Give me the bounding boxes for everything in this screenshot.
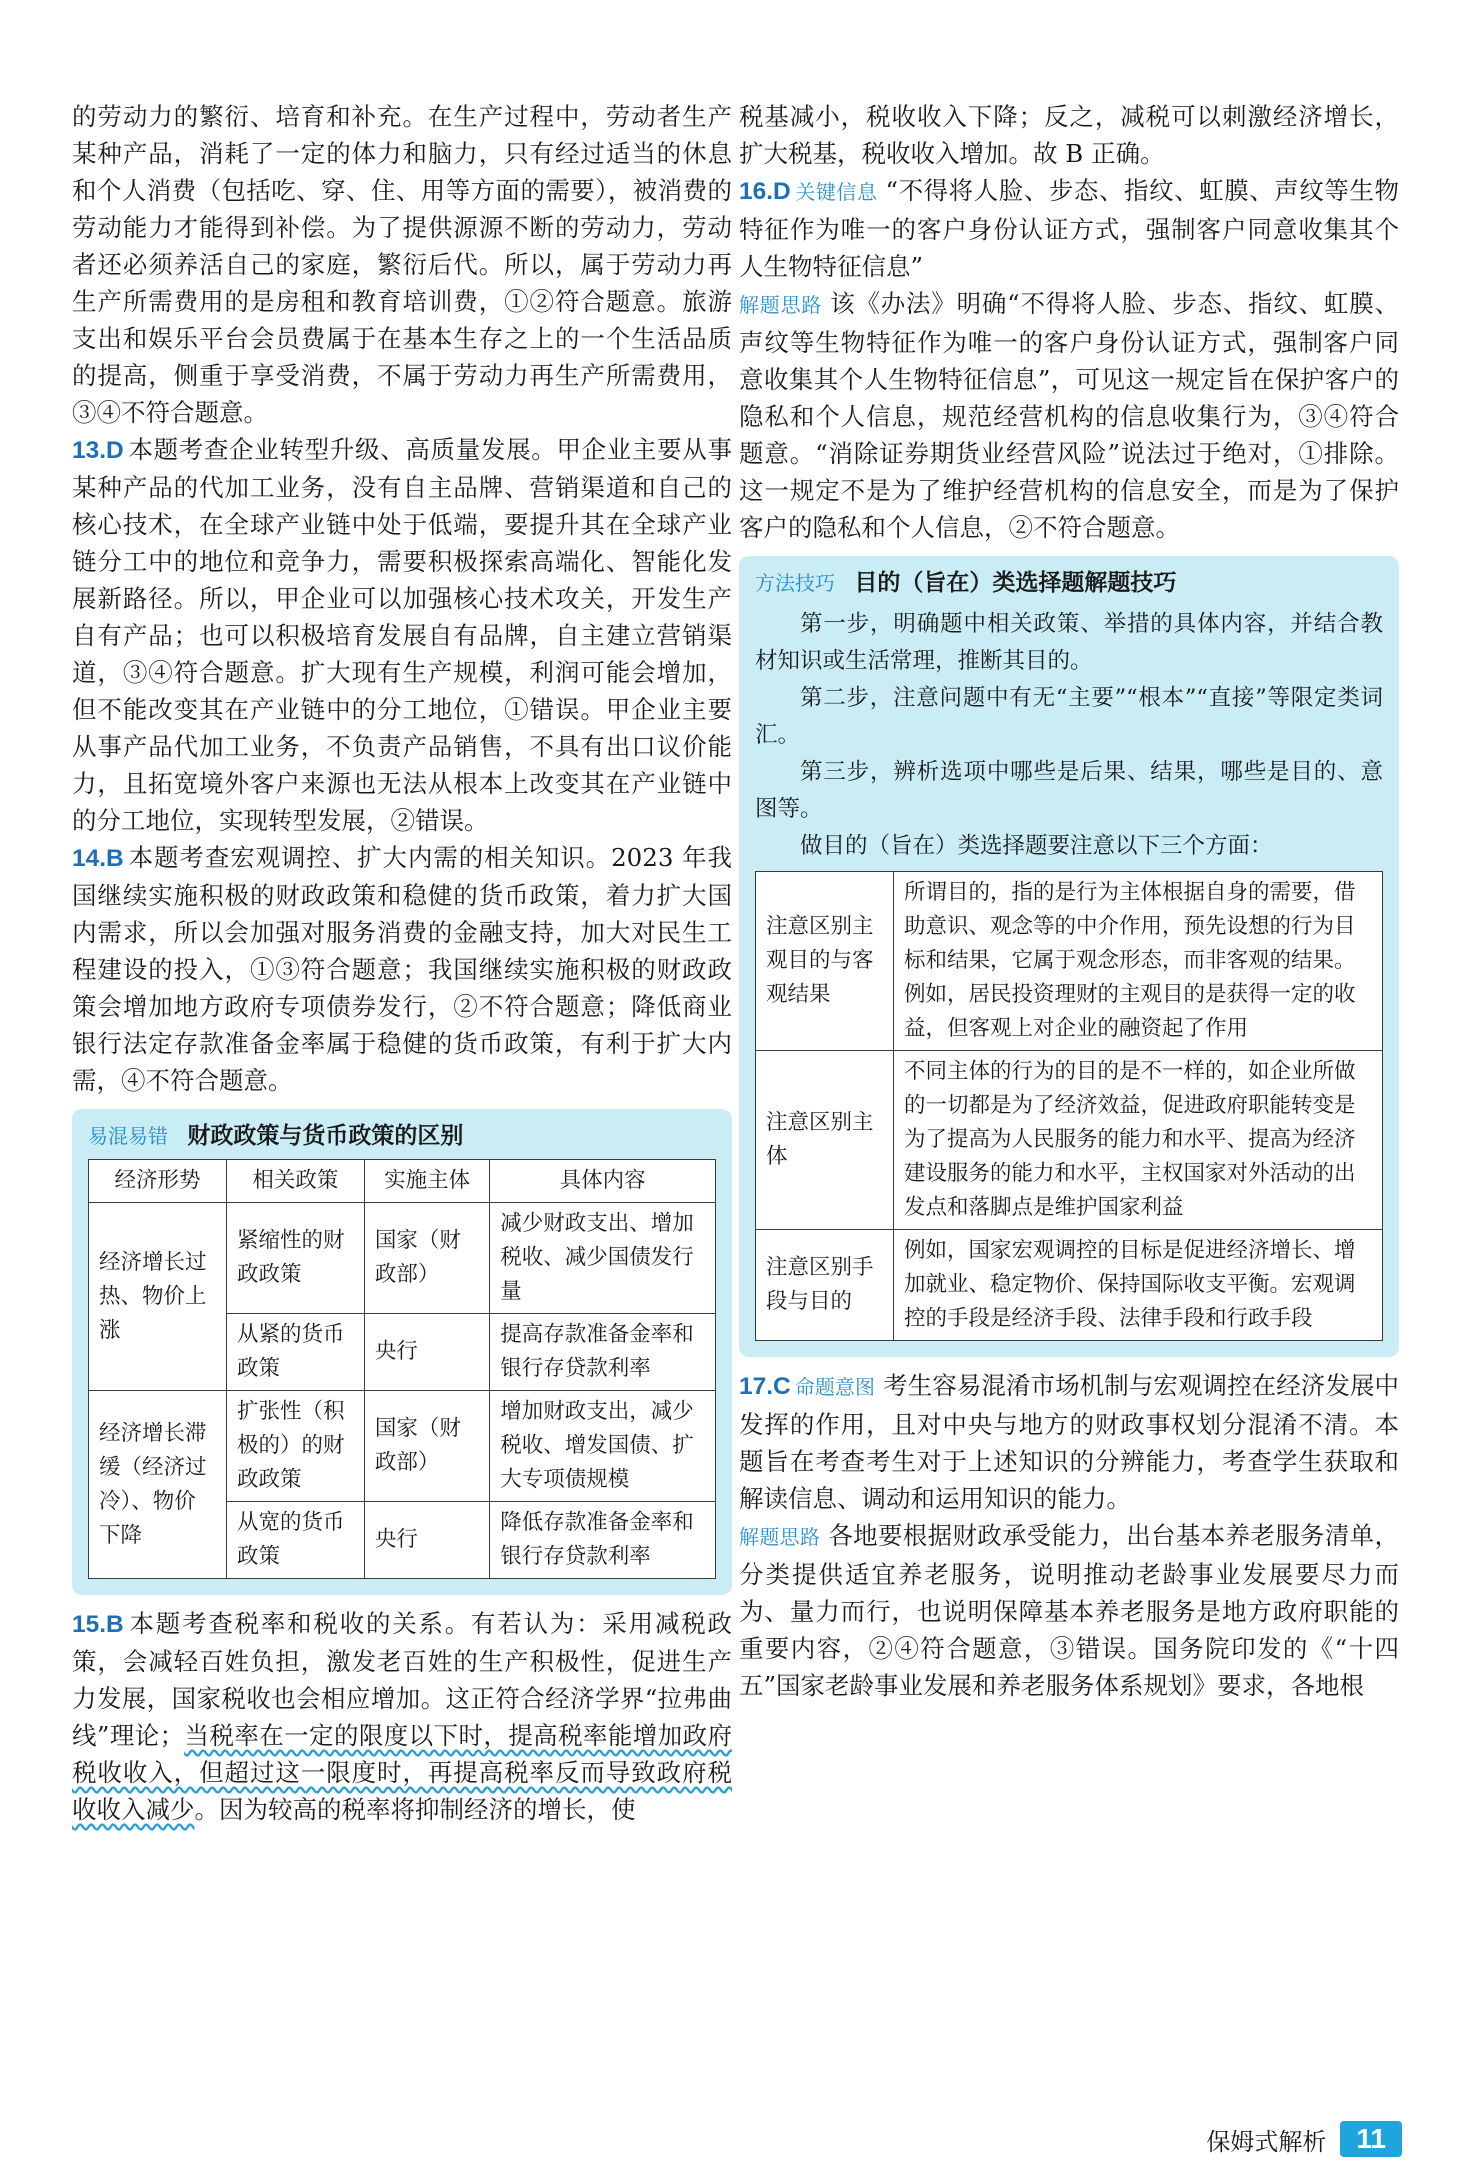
method-step-1: 第一步，明确题中相关政策、举措的具体内容，并结合教材知识或生活常理，推断其目的。	[755, 611, 1383, 674]
answer-17-analysis-text: 各地要根据财政承受能力，出台基本养老服务清单，分类提供适宜养老服务，说明推动老龄事业发展要尽力而为、量力而行，也说明保障基本养老服务是地方政府职能的重要内容，②④符合题意，③错误。国务院印发的《“十四五”国家老龄事业发展和养老服务体系规划》要求，各地根	[739, 1521, 1400, 1700]
table-row	[756, 872, 1383, 1051]
answer-15-underlined: 当税率在一定的限度以下时，提高税率能增加政府税收收入，但超过这一限度时，再提高税率反而导致政府税收收入减少	[72, 1721, 732, 1824]
content-cell: 减少财政支出、增加税收、减少国债发行量	[490, 1203, 716, 1314]
method-box-header	[755, 566, 1383, 600]
subject-cell: 国家（财政部）	[364, 1391, 489, 1502]
analysis-tag: 解题思路	[739, 1525, 821, 1549]
policy-cell: 从紧的货币政策	[226, 1314, 364, 1391]
method-step-4: 做目的（旨在）类选择题要注意以下三个方面：	[800, 833, 1273, 859]
confusion-box-header	[88, 1119, 716, 1153]
left-column	[72, 98, 732, 1828]
paragraph-continued: 税基减小，税收收入下降；反之，减税可以刺激经济增长，扩大税基，税收收入增加。故 B 正确。	[739, 102, 1399, 168]
confusion-box-title: 财政政策与货币政策的区别	[187, 1123, 464, 1149]
method-step-2: 第二步，注意问题中有无“主要”“根本”“直接”等限定类词汇。	[755, 685, 1383, 748]
right-column	[739, 98, 1399, 1704]
method-box	[739, 556, 1399, 1357]
method-box-tag: 方法技巧	[755, 571, 835, 595]
page-number: 11	[1340, 2121, 1402, 2157]
policy-cell: 紧缩性的财政政策	[226, 1203, 364, 1314]
situation-cell: 经济增长滞缓（经济过冷）、物价下降	[89, 1391, 227, 1579]
answer-16-label: 16.D	[739, 178, 791, 205]
table-row	[89, 1391, 716, 1502]
subject-cell: 央行	[364, 1314, 489, 1391]
answer-13-text: 本题考查企业转型升级、高质量发展。甲企业主要从事某种产品的代加工业务，没有自主品牌、营销渠道和自己的核心技术，在全球产业链中处于低端，要提升其在全球产业链分工中的地位和竞争力，需要积极探索高端化、智能化发展新路径。所以，甲企业可以加强核心技术攻关，开发生产自有产品；也可以积极培育发展自有品牌，自主建立营销渠道，③④符合题意。扩大现有生产规模，利润可能会增加，但不能改变其在产业链中的分工地位，①错误。甲企业主要从事产品代加工业务，不负责产品销售，不具有出口议价能力，且拓宽境外客户来源也无法从根本上改变其在产业链中的分工地位，实现转型发展，②错误。	[72, 435, 732, 835]
answer-15-label: 15.B	[72, 1611, 124, 1638]
situation-cell: 经济增长过热、物价上涨	[89, 1203, 227, 1391]
method-label-cell: 注意区别主观目的与客观结果	[756, 872, 894, 1051]
answer-14-label: 14.B	[72, 845, 124, 872]
paragraph-continued: 的劳动力的繁衍、培育和补充。在生产过程中，劳动者生产某种产品，消耗了一定的体力和脑力，只有经过适当的休息和个人消费（包括吃、穿、住、用等方面的需要），被消费的劳动能力才能得到补偿。为了提供源源不断的劳动力，劳动者还必须养活自己的家庭，繁衍后代。所以，属于劳动力再生产所需费用的是房租和教育培训费，①②符合题意。旅游支出和娱乐平台会员费属于在基本生存之上的一个生活品质的提高，侧重于享受消费，不属于劳动力再生产所需费用，③④不符合题意。	[72, 102, 732, 427]
subject-cell: 央行	[364, 1502, 489, 1579]
answer-17-text: 考生容易混淆市场机制与宏观调控在经济发展中发挥的作用，且对中央与地方的财政事权划分混淆不清。本题旨在考查考生对于上述知识的分辨能力，考查学生获取和解读信息、调动和运用知识的能力。	[739, 1371, 1400, 1513]
method-text-cell: 不同主体的行为的目的是不一样的，如企业所做的一切都是为了经济效益，促进政府职能转变是为了提高为人民服务的能力和水平、提高为经济建设服务的能力和水平，主权国家对外活动的出发点和落脚点是维护国家利益	[893, 1051, 1382, 1230]
header-cell: 经济形势	[89, 1160, 227, 1203]
key-info-tag: 关键信息	[794, 180, 878, 204]
footer-label: 保姆式解析	[1206, 2127, 1327, 2156]
policy-table-header	[89, 1160, 716, 1203]
method-label-cell: 注意区别主体	[756, 1051, 894, 1230]
method-text-cell: 所谓目的，指的是行为主体根据自身的需要，借助意识、观念等的中介作用，预先设想的行为目标和结果，它属于观念形态，而非客观的结果。例如，居民投资理财的主观目的是获得一定的收益，但客观上对企业的融资起了作用	[893, 872, 1382, 1051]
answer-17	[739, 1367, 1399, 1517]
policy-cell: 扩张性（积极的）的财政政策	[226, 1391, 364, 1502]
answer-15-text-a: 本题考查税率和税收的关系。有若认为：采用减税政策，会减轻百姓负担，激发老百姓的生产积极性，促进生产力发展，国家税收也会相应增加。这正符合经济学界“拉弗曲线”理论；	[72, 1609, 732, 1750]
analysis-tag: 解题思路	[739, 293, 823, 317]
header-cell: 实施主体	[364, 1160, 489, 1203]
method-table	[755, 871, 1383, 1341]
answer-13-label: 13.D	[72, 437, 124, 464]
intent-tag: 命题意图	[794, 1375, 876, 1399]
table-row	[756, 1051, 1383, 1230]
table-row	[756, 1230, 1383, 1341]
answer-16-analysis-text: 该《办法》明确“不得将人脸、步态、指纹、虹膜、声纹等生物特征作为唯一的客户身份认证方式，强制客户同意收集其个人生物特征信息”，可见这一规定旨在保护客户的隐私和个人信息，规范经营机构的信息收集行为，③④符合题意。“消除证券期货业经营风险”说法过于绝对，①排除。这一规定不是为了维护经营机构的信息安全，而是为了保护客户的隐私和个人信息，②不符合题意。	[739, 289, 1399, 542]
content-cell: 降低存款准备金率和银行存贷款利率	[490, 1502, 716, 1579]
answer-15-text-b: 。因为较高的税率将抑制经济的增长，使	[194, 1795, 636, 1824]
confusion-box	[72, 1109, 732, 1595]
subject-cell: 国家（财政部）	[364, 1203, 489, 1314]
answer-13	[72, 431, 732, 839]
method-text-cell: 例如，国家宏观调控的目标是促进经济增长、增加就业、稳定物价、保持国际收支平衡。宏观调控的手段是经济手段、法律手段和行政手段	[893, 1230, 1382, 1341]
policy-cell: 从宽的货币政策	[226, 1502, 364, 1579]
answer-14-text: 本题考查宏观调控、扩大内需的相关知识。2023 年我国继续实施积极的财政政策和稳健的货币政策，着力扩大国内需求，所以会加强对服务消费的金融支持，加大对民生工程建设的投入，①③符合题意；我国继续实施积极的财政政策会增加地方政府专项债券发行，②不符合题意；降低商业银行法定存款准备金率属于稳健的货币政策，有利于扩大内需，④不符合题意。	[72, 843, 732, 1095]
page-footer	[1206, 2121, 1402, 2157]
method-step-3: 第三步，辨析选项中哪些是后果、结果，哪些是目的、意图等。	[755, 759, 1383, 822]
method-label-cell: 注意区别手段与目的	[756, 1230, 894, 1341]
answer-14	[72, 839, 732, 1099]
header-cell: 具体内容	[490, 1160, 716, 1203]
content-cell: 提高存款准备金率和银行存贷款利率	[490, 1314, 716, 1391]
answer-16	[739, 172, 1399, 285]
answer-16-text: “不得将人脸、步态、指纹、虹膜、声纹等生物特征作为唯一的客户身份认证方式，强制客户同意收集其个人生物特征信息”	[739, 176, 1400, 281]
answer-15	[72, 1605, 732, 1828]
answer-17-label: 17.C	[739, 1373, 791, 1400]
answer-17-analysis	[739, 1517, 1399, 1704]
content-cell: 增加财政支出，减少税收、增发国债、扩大专项债规模	[490, 1391, 716, 1502]
confusion-box-tag: 易混易错	[88, 1124, 168, 1148]
table-row	[89, 1203, 716, 1314]
answer-16-analysis	[739, 285, 1399, 546]
policy-table	[88, 1159, 716, 1579]
method-box-title: 目的（旨在）类选择题解题技巧	[854, 570, 1177, 596]
header-cell: 相关政策	[226, 1160, 364, 1203]
